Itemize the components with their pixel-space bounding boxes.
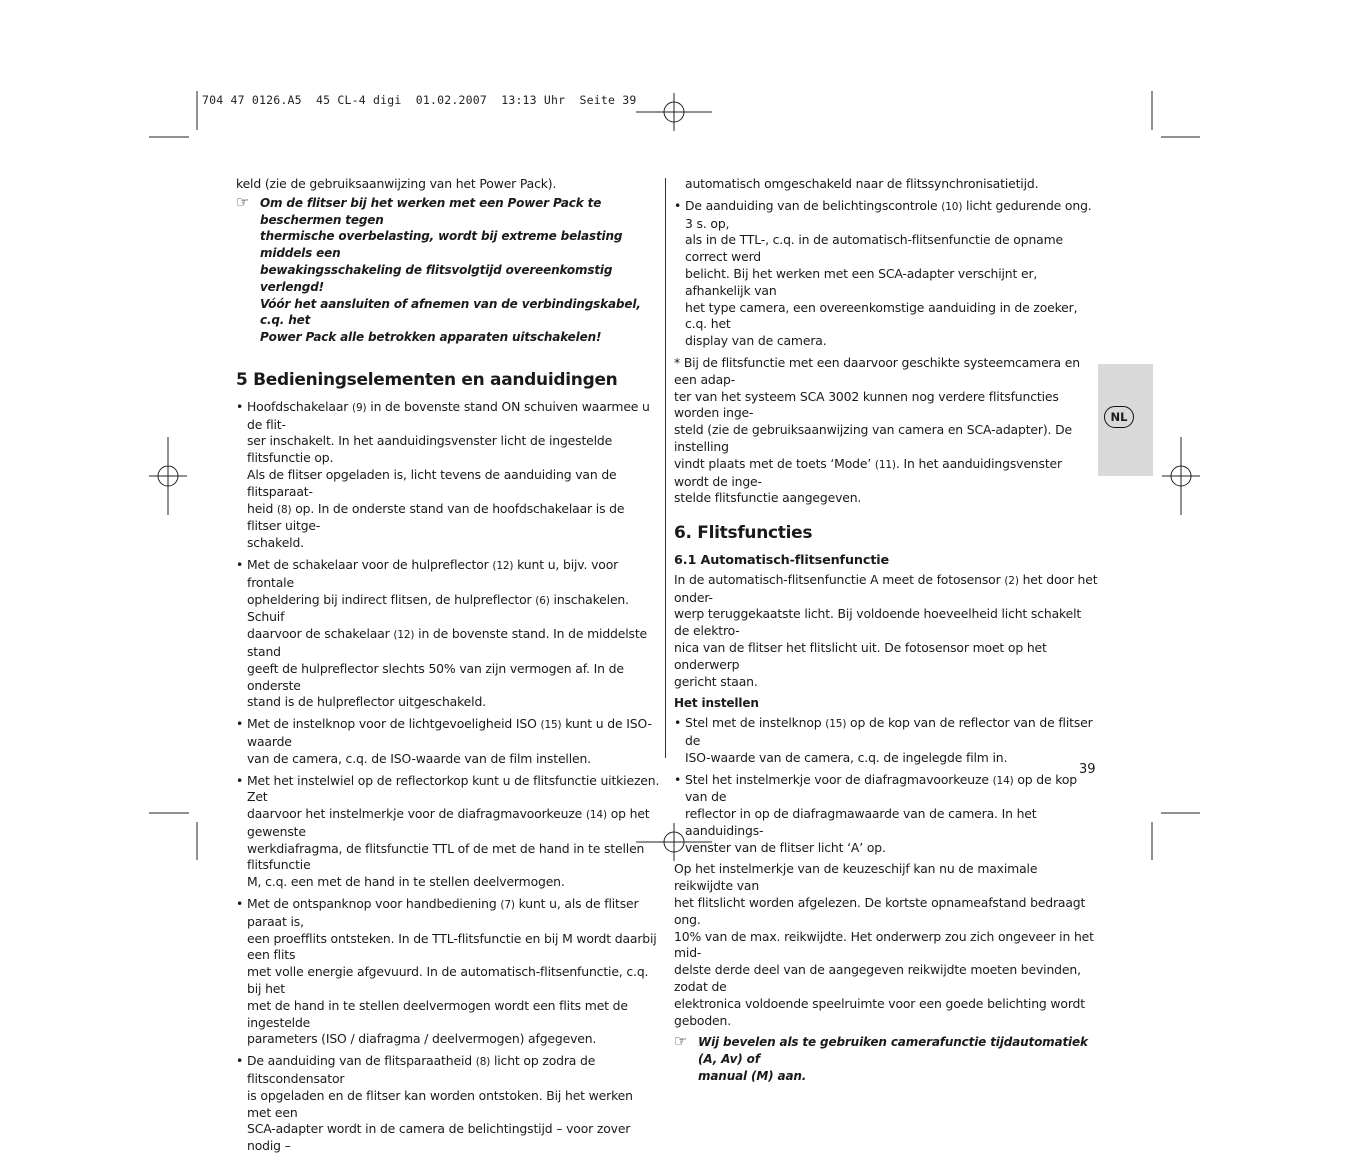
tip-note: ☞ Wij bevelen als te gebruiken camerafunctie tijdautomatiek (A, Av) of manual (M) aan.: [674, 1032, 1088, 1084]
page-number: 39: [1079, 762, 1096, 777]
list-item: • Met het instelwiel op de reflectorkop kunt u de flitsfunctie uitkiezen. Zet daarvoor het instelmerkje voor de diafragmavoorkeuze (14) op het gewenste werkdiafragma, de flitsfunctie TTL of de met de hand in te stellen flitsfunctie M, c.q. een met de hand in te stellen deelvermogen.: [236, 773, 660, 892]
list-item: • Stel met de instelknop (15) op de kop van de reflector van de flitser de ISO-waarde van de camera, c.q. de ingelegde film in.: [674, 715, 1098, 766]
column-divider: [665, 178, 666, 758]
language-tab: [1098, 364, 1153, 476]
print-slug: 704 47 0126.A5 45 CL-4 digi 01.02.2007 13:13 Uhr Seite 39: [202, 93, 637, 107]
warning-note: ☞ Om de flitser bij het werken met een Power Pack te beschermen tegen thermische overbelasting, wordt bij extreme belasting middels een bewakingsschakeling de flitsvolgtijd overeenkomstig verlengd! Vóór het aansluiten of afnemen van de verbindingskabel, c.q. het Power Pack alle betrokken apparaten uitschakelen!: [236, 192, 641, 345]
list-item: • Met de ontspanknop voor handbediening (7) kunt u, als de flitser paraat is, een proefflits ontsteken. In de TTL-flitsfunctie en bij M wordt daarbij een flits met volle energie afgevuurd. In de automatisch-flitsenfunctie, c.q. bij het met de hand in te stellen deelvermogen wordt een flits met de ingestelde parameters (ISO / diafragma / deelvermogen) afgegeven.: [236, 896, 660, 1048]
pointing-hand-icon: ☞: [674, 1032, 688, 1051]
list-item: • Hoofdschakelaar (9) in de bovenste stand ON schuiven waarmee u de flit- ser inschakelt. In het aanduidingsvenster licht de ingestelde flitsfunctie op. Als de flitser opgeladen is, licht tevens de aanduiding van de flitsparaat- heid (8) op. In de onderste stand van de hoofdschakelaar is de flitser uitge- schakeld.: [236, 399, 660, 552]
list-item: • De aanduiding van de flitsparaatheid (8) licht op zodra de flitscondensator is opgeladen en de flitser kan worden ontstoken. Bij het werken met een SCA-adapter wordt in de camera de belichtingstijd – voor zover nodig –: [236, 1053, 660, 1155]
footnote: * Bij de flitsfunctie met een daarvoor geschikte systeemcamera en een adap- ter van het systeem SCA 3002 kunnen nog verdere flitsfuncties worden inge- steld (zie de gebruiksaanwijzing van camera en SCA-adapter). De instelling vindt plaats met de toets ‘Mode’ (11). In het aanduidingsvenster wordt de inge- stelde flitsfunctie aangegeven.: [674, 354, 1080, 506]
language-label: NL: [1104, 406, 1134, 428]
section-heading: 5 Bedieningselementen en aanduidingen: [236, 369, 618, 390]
paragraph: Op het instelmerkje van de keuzeschijf kan nu de maximale reikwijdte van het flitslicht worden afgelezen. De kortste opnameafstand bedraagt ong. 10% van de max. reikwijdte. Het onderwerp zou zich ongeveer in het mid- delste derde deel van de aangegeven reikwijdte moeten bevinden, zodat de elektronica voldoende speelruimte voor een goede belichting wordt geboden.: [674, 861, 1094, 1028]
continued-text: automatisch omgeschakeld naar de flitssynchronisatietijd.: [685, 176, 1039, 191]
list-item: • Met de schakelaar voor de hulpreflector (12) kunt u, bijv. voor frontale opheldering bij indirect flitsen, de hulpreflector (6) inschakelen. Schuif daarvoor de schakelaar (12) in de bovenste stand. In de middelste stand geeft de hulpreflector slechts 50% van zijn vermogen af. In de onderste stand is de hulpreflector uitgeschakeld.: [236, 557, 660, 711]
paragraph: In de automatisch-flitsenfunctie A meet de fotosensor (2) het door het onder- werp teruggekaatste licht. Bij voldoende hoeveelheid licht schakelt de elektro- nica van de flitser het flitslicht uit. De fotosensor moet op het onderwerp gericht staan.: [674, 571, 1098, 689]
list-item: • Met de instelknop voor de lichtgevoeligheid ISO (15) kunt u de ISO-waarde van de camera, c.q. de ISO-waarde van de film instellen.: [236, 716, 660, 767]
subsection-heading: 6.1 Automatisch-flitsenfunctie: [674, 552, 890, 568]
left-column: [236, 176, 660, 1160]
list-item: • Stel het instelmerkje voor de diafragmavoorkeuze (14) op de kop van de reflector in op de diafragmawaarde van de camera. In het aanduidings- venster van de flitser licht ‘A’ op.: [674, 772, 1098, 857]
intro-text: keld (zie de gebruiksaanwijzing van het Power Pack).: [236, 176, 557, 191]
section-heading: 6. Flitsfuncties: [674, 523, 813, 544]
right-column: [674, 176, 1098, 1085]
pointing-hand-icon: ☞: [236, 192, 250, 211]
minor-heading: Het instellen: [674, 696, 759, 711]
list-item: • De aanduiding van de belichtingscontrole (10) licht gedurende ong. 3 s. op, als in de TTL-, c.q. in de automatisch-flitsenfunctie de opname correct werd belicht. Bij het werken met een SCA-adapter verschijnt er, afhankelijk van het type camera, een overeenkomstige aanduiding in de zoeker, c.q. het display van de camera.: [674, 198, 1098, 350]
